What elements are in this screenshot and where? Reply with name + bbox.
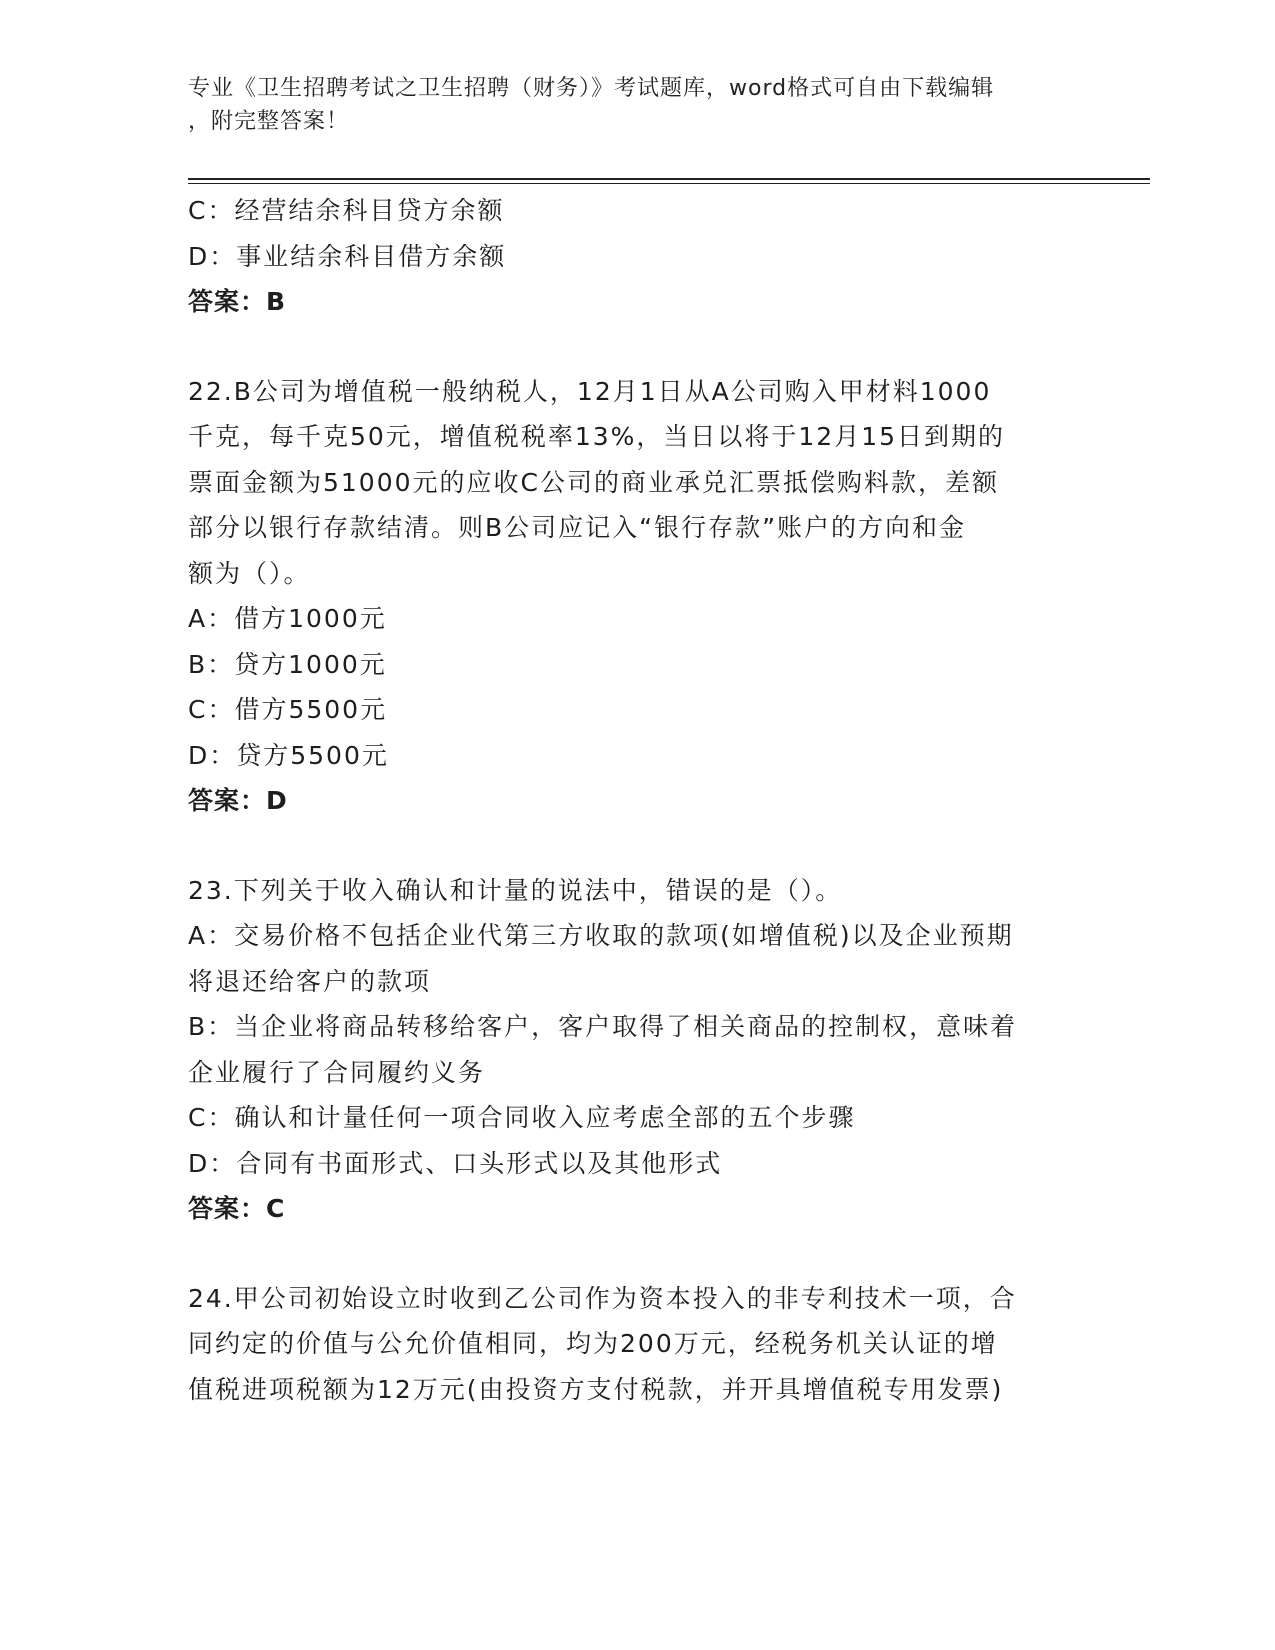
question-stem-line: 票面金额为51000元的应收C公司的商业承兑汇票抵偿购料款，差额	[188, 467, 999, 497]
spacer	[188, 1232, 1068, 1276]
document-header	[188, 72, 1068, 138]
header-divider-thick	[188, 178, 1150, 180]
option-b-line: 企业履行了合同履约义务	[188, 1057, 486, 1087]
option-a-line: A：交易价格不包括企业代第三方收取的款项(如增值税)以及企业预期	[188, 921, 1014, 950]
option-b-line: B：当企业将商品转移给客户，客户取得了相关商品的控制权，意味着	[188, 1012, 1018, 1041]
option-c: C：经营结余科目贷方余额	[188, 196, 505, 225]
question-stem-line: 同约定的价值与公允价值相同，均为200万元，经税务机关认证的增	[188, 1329, 998, 1358]
answer: 答案：C	[188, 1194, 286, 1223]
question-stem-line: 22.B公司为增值税一般纳税人，12月1日从A公司购入甲材料1000	[188, 376, 992, 406]
option-d: D：贷方5500元	[188, 740, 389, 770]
header-line-1: 专业《卫生招聘考试之卫生招聘（财务）》考试题库，word格式可自由下载编辑	[188, 76, 995, 101]
question-stem: 23.下列关于收入确认和计量的说法中，错误的是（）。	[188, 875, 843, 905]
option-a: A：借方1000元	[188, 604, 387, 633]
option-c: C：借方5500元	[188, 695, 388, 724]
option-b: B：贷方1000元	[188, 649, 387, 679]
question-stem-line: 部分以银行存款结清。则B公司应记入“银行存款”账户的方向和金	[188, 513, 967, 542]
option-a-line: 将退还给客户的款项	[188, 966, 432, 996]
answer: 答案：D	[188, 786, 288, 815]
option-d: D：合同有书面形式、口头形式以及其他形式	[188, 1148, 723, 1178]
document-body	[188, 188, 1068, 1412]
header-divider-thin	[188, 183, 1150, 184]
option-c: C：确认和计量任何一项合同收入应考虑全部的五个步骤	[188, 1103, 856, 1132]
question-24	[188, 1276, 1068, 1413]
question-21-tail	[188, 188, 1068, 325]
question-23	[188, 868, 1068, 1232]
question-22	[188, 369, 1068, 824]
spacer	[188, 325, 1068, 369]
question-stem-line: 额为（）。	[188, 558, 311, 588]
spacer	[188, 824, 1068, 868]
option-d: D：事业结余科目借方余额	[188, 241, 507, 271]
question-stem-line: 值税进项税额为12万元(由投资方支付税款，并开具增值税专用发票)	[188, 1374, 1004, 1404]
header-line-2: ，附完整答案！	[188, 109, 350, 134]
question-stem-line: 24.甲公司初始设立时收到乙公司作为资本投入的非专利技术一项，合	[188, 1283, 1017, 1313]
answer: 答案：B	[188, 287, 287, 316]
question-stem-line: 千克，每千克50元，增值税税率13%，当日以将于12月15日到期的	[188, 422, 1006, 451]
